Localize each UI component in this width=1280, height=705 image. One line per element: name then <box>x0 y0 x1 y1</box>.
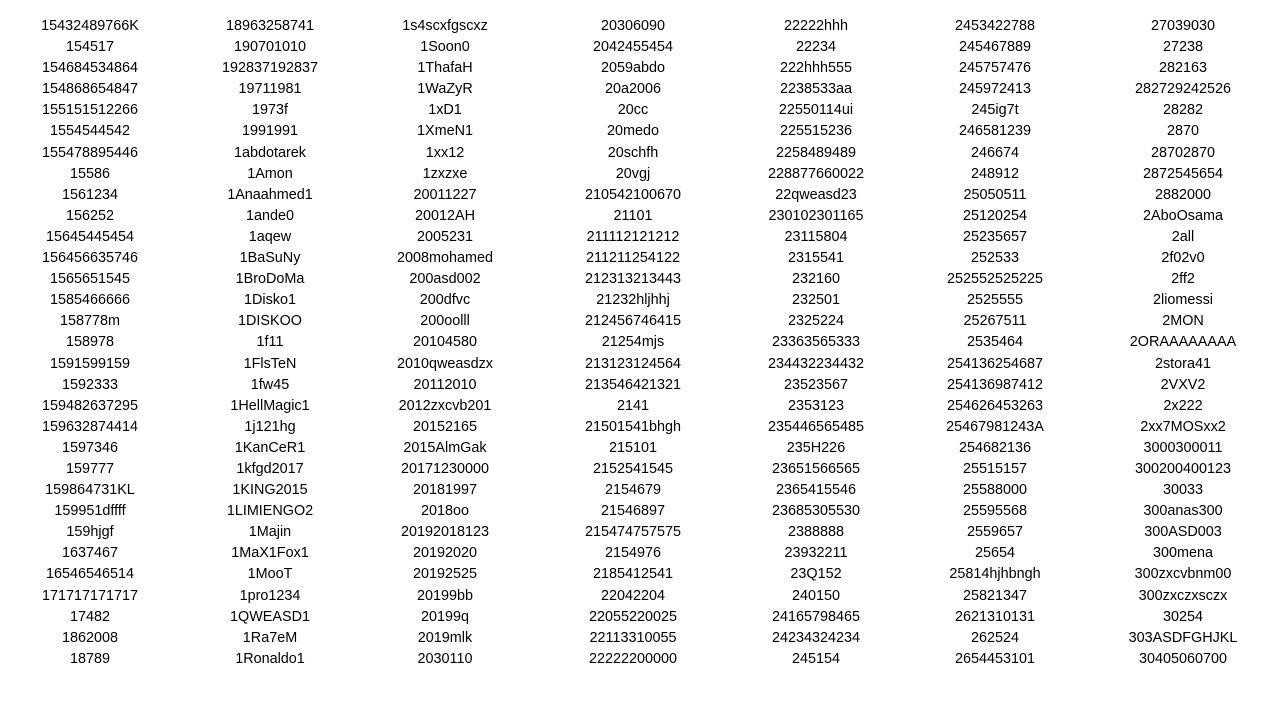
cell[interactable]: 262524 <box>970 629 1020 646</box>
cell[interactable]: 20306090 <box>600 18 666 34</box>
cell[interactable]: 235446565485 <box>767 418 865 435</box>
cell[interactable]: 22042204 <box>600 587 666 604</box>
cell[interactable]: 1591599159 <box>49 355 131 372</box>
cell[interactable]: 30254 <box>1162 608 1204 625</box>
cell[interactable]: 23685305530 <box>771 503 861 520</box>
cell[interactable]: 2008mohamed <box>396 250 493 267</box>
cell[interactable]: 2005231 <box>416 228 474 245</box>
cell[interactable]: 20schfh <box>607 144 659 161</box>
cell[interactable]: 2258489489 <box>775 144 857 161</box>
cell[interactable]: 15432489766K <box>41 18 139 34</box>
cell[interactable]: 15645445454 <box>45 228 135 245</box>
cell[interactable]: 200dfvc <box>419 292 471 309</box>
cell[interactable]: 240150 <box>791 587 841 604</box>
cell[interactable]: 1637467 <box>61 545 119 562</box>
cell[interactable]: 1LIMIENGO2 <box>226 503 314 520</box>
cell[interactable]: 25515157 <box>962 460 1028 477</box>
cell[interactable]: 192837192837 <box>221 60 319 77</box>
cell[interactable]: 1DISKOO <box>238 313 302 330</box>
cell[interactable]: 213546421321 <box>584 376 682 393</box>
cell[interactable]: 22qweasd23 <box>775 186 857 203</box>
cell[interactable]: 20medo <box>606 123 659 140</box>
cell[interactable]: 20112010 <box>413 376 477 393</box>
column-1 <box>0 16 180 670</box>
cell[interactable]: 155151512266 <box>41 102 139 119</box>
cell[interactable]: 2xx7MOSxx2 <box>1140 418 1226 435</box>
cell[interactable]: 171717171717 <box>41 587 139 604</box>
cell[interactable]: 1xx12 <box>425 144 465 161</box>
cell[interactable]: 20012AH <box>414 207 475 224</box>
cell[interactable]: 300ASD003 <box>1144 524 1222 541</box>
cell[interactable]: 248912 <box>970 165 1020 182</box>
cell[interactable]: 2030110 <box>417 650 473 667</box>
cell[interactable]: 2453422788 <box>954 18 1036 34</box>
cell[interactable]: 1zxzxe <box>422 165 468 182</box>
cell[interactable]: 2f02v0 <box>1161 250 1205 267</box>
cell[interactable]: 1991991 <box>241 123 299 140</box>
cell[interactable]: 2x222 <box>1163 397 1203 414</box>
cell[interactable]: 254136987412 <box>946 376 1044 393</box>
column-2 <box>180 16 360 670</box>
cell[interactable]: 159482637295 <box>41 397 139 414</box>
cell[interactable]: 24165798465 <box>771 608 861 625</box>
cell[interactable]: 2154679 <box>604 482 662 499</box>
cell[interactable]: 2019mlk <box>417 629 473 646</box>
cell[interactable]: 1Anaahmed1 <box>227 186 313 203</box>
cell[interactable]: 2059abdo <box>600 60 666 77</box>
cell[interactable]: 282729242526 <box>1134 81 1232 98</box>
cell[interactable]: 1Disko1 <box>244 292 296 309</box>
cell[interactable]: 18963258741 <box>225 18 315 34</box>
column-3 <box>355 16 535 670</box>
cell[interactable]: 15586 <box>69 165 111 182</box>
cell[interactable]: 1WaZyR <box>417 81 473 98</box>
cell[interactable]: 1FlsTeN <box>243 355 297 372</box>
cell[interactable]: 2365415546 <box>775 482 857 499</box>
cell[interactable]: 2liomessi <box>1153 292 1213 309</box>
cell[interactable]: 20cc <box>617 102 649 119</box>
cell[interactable]: 2388888 <box>787 524 845 541</box>
cell[interactable]: 245757476 <box>958 60 1032 77</box>
cell[interactable]: 1KanCeR1 <box>234 439 306 456</box>
cell[interactable]: 158778m <box>59 313 120 330</box>
cell[interactable]: 234432234432 <box>767 355 865 372</box>
cell[interactable]: 20192020 <box>412 545 478 562</box>
cell[interactable]: 1Ra7eM <box>242 629 298 646</box>
cell[interactable]: 2MON <box>1162 313 1204 330</box>
cell[interactable]: 215101 <box>608 439 658 456</box>
cell[interactable]: 21546897 <box>600 503 666 520</box>
cell[interactable]: 1KING2015 <box>232 482 308 499</box>
cell[interactable]: 2AboOsama <box>1143 207 1223 224</box>
cell[interactable]: 246674 <box>970 144 1020 161</box>
cell[interactable]: 18789 <box>69 650 111 667</box>
cell[interactable]: 303ASDFGHJKL <box>1128 629 1238 646</box>
cell[interactable]: 2141 <box>616 397 649 414</box>
cell[interactable]: 2015AlmGak <box>403 439 487 456</box>
cell[interactable]: 20181997 <box>412 482 478 499</box>
cell[interactable]: 252552525225 <box>946 271 1044 288</box>
cell[interactable]: 1BaSuNy <box>239 250 301 267</box>
cell[interactable]: 2872545654 <box>1142 165 1224 182</box>
cell[interactable]: 232501 <box>791 292 841 309</box>
cell[interactable]: 1QWEASD1 <box>230 608 310 625</box>
cell[interactable]: 155478895446 <box>41 144 139 161</box>
cell[interactable]: 210542100670 <box>584 186 682 203</box>
cell[interactable]: 2stora41 <box>1154 355 1211 372</box>
cell[interactable]: 25467981243A <box>946 418 1044 435</box>
cell[interactable]: 22222hhh <box>783 18 849 34</box>
cell[interactable]: 1kfgd2017 <box>236 460 304 477</box>
cell[interactable]: 2042455454 <box>592 39 674 56</box>
cell[interactable]: 158978 <box>65 334 115 351</box>
cell[interactable]: 200oolll <box>420 313 470 330</box>
cell[interactable]: 22222200000 <box>588 650 678 667</box>
cell[interactable]: 230102301165 <box>768 207 864 224</box>
cell[interactable]: 1973f <box>251 102 288 119</box>
cell[interactable]: 1fw45 <box>250 376 290 393</box>
cell[interactable]: 228877660022 <box>767 165 865 182</box>
cell[interactable]: 2ff2 <box>1171 271 1195 288</box>
cell[interactable]: 245154 <box>791 650 841 667</box>
cell[interactable]: 23115804 <box>784 228 848 245</box>
cell[interactable]: 2238533aa <box>779 81 853 98</box>
cell[interactable]: 159632874414 <box>41 418 139 435</box>
cell[interactable]: 20011227 <box>413 186 477 203</box>
cell[interactable]: 2012zxcvb201 <box>398 397 492 414</box>
cell[interactable]: 2ORAAAAAAAA <box>1129 334 1237 351</box>
cell[interactable]: 2185412541 <box>592 566 674 583</box>
cell[interactable]: 300anas300 <box>1143 503 1223 520</box>
cell[interactable]: 17482 <box>69 608 111 625</box>
cell[interactable]: 25050511 <box>963 186 1027 203</box>
cell[interactable]: 24234324234 <box>771 629 861 646</box>
cell[interactable]: 211211254122 <box>586 250 680 267</box>
cell[interactable]: 1XmeN1 <box>417 123 473 140</box>
cell[interactable]: 1s4scxfgscxz <box>402 18 488 34</box>
cell[interactable]: 1MooT <box>247 566 293 583</box>
cell[interactable]: 2535464 <box>966 334 1024 351</box>
cell[interactable]: 16546546514 <box>45 566 135 583</box>
cell[interactable]: 23932211 <box>784 545 848 562</box>
cell[interactable]: 1862008 <box>61 629 119 646</box>
cell[interactable]: 232160 <box>791 271 841 288</box>
cell[interactable]: 156456635746 <box>41 250 139 267</box>
cell[interactable]: 20152165 <box>412 418 478 435</box>
column-5 <box>726 16 906 670</box>
cell[interactable]: 28702870 <box>1150 144 1216 161</box>
cell[interactable]: 25235657 <box>962 228 1028 245</box>
cell[interactable]: 252533 <box>970 250 1020 267</box>
cell[interactable]: 245972413 <box>958 81 1032 98</box>
cell[interactable]: 27039030 <box>1150 18 1216 34</box>
column-4 <box>543 16 723 670</box>
cell[interactable]: 1Majin <box>248 524 292 541</box>
cell[interactable]: 1565651545 <box>49 271 131 288</box>
cell[interactable]: 1aqew <box>248 228 292 245</box>
cell[interactable]: 2654453101 <box>954 650 1036 667</box>
cell[interactable]: 22550114ui <box>778 102 854 119</box>
cell[interactable]: 1MaX1Fox1 <box>231 545 309 562</box>
cell[interactable]: 21254mjs <box>601 334 665 351</box>
column-6 <box>905 16 1085 670</box>
cell[interactable]: 2870 <box>1166 123 1199 140</box>
cell[interactable]: 159hjgf <box>66 524 114 541</box>
cell[interactable]: 154868654847 <box>41 81 139 98</box>
cell[interactable]: 254136254687 <box>946 355 1044 372</box>
cell[interactable]: 25588000 <box>962 482 1028 499</box>
cell[interactable]: 20a2006 <box>604 81 662 98</box>
cell[interactable]: 2154976 <box>604 545 662 562</box>
cell[interactable]: 20192525 <box>412 566 478 583</box>
cell[interactable]: 25814hjhbngh <box>949 566 1041 583</box>
cell[interactable]: 1Ronaldo1 <box>235 650 305 667</box>
cell[interactable]: 225515236 <box>779 123 853 140</box>
cell[interactable]: 212456746415 <box>584 313 682 330</box>
cell[interactable]: 22234 <box>795 39 837 56</box>
cell[interactable]: 28282 <box>1162 102 1204 119</box>
cell[interactable]: 1Amon <box>247 165 293 182</box>
cell[interactable]: 2315541 <box>787 250 845 267</box>
cell[interactable]: 1ThafaH <box>417 60 473 77</box>
cell[interactable]: 23363565333 <box>771 334 861 351</box>
cell[interactable]: 245ig7t <box>971 102 1019 119</box>
cell[interactable]: 1HellMagic1 <box>230 397 310 414</box>
cell[interactable]: 20vgj <box>615 165 651 182</box>
cell[interactable]: 190701010 <box>233 39 307 56</box>
cell[interactable]: 20171230000 <box>400 460 490 477</box>
cell[interactable]: 159777 <box>65 460 115 477</box>
cell[interactable]: 1561234 <box>61 186 119 203</box>
cell[interactable]: 20199bb <box>416 587 474 604</box>
cell[interactable]: 1ande0 <box>245 207 295 224</box>
cell[interactable]: 23Q152 <box>790 566 842 583</box>
cell[interactable]: 300200400123 <box>1134 460 1232 477</box>
cell[interactable]: 2525555 <box>966 292 1024 309</box>
cell[interactable]: 156252 <box>65 207 115 224</box>
cell[interactable]: 222hhh555 <box>779 60 853 77</box>
cell[interactable]: 200asd002 <box>409 271 481 288</box>
cell[interactable]: 21101 <box>613 207 653 224</box>
cell[interactable]: 25120254 <box>962 207 1028 224</box>
cell[interactable]: 2559657 <box>966 524 1024 541</box>
cell[interactable]: 25595568 <box>962 503 1028 520</box>
cell[interactable]: 25821347 <box>962 587 1028 604</box>
cell[interactable]: 245467889 <box>958 39 1032 56</box>
cell[interactable]: 2621310131 <box>954 608 1036 625</box>
cell[interactable]: 21232hljhhj <box>596 292 670 309</box>
cell[interactable]: 2325224 <box>787 313 845 330</box>
cell[interactable]: 2152541545 <box>592 460 674 477</box>
cell[interactable]: 3000300011 <box>1143 439 1223 456</box>
cell[interactable]: 235H226 <box>786 439 846 456</box>
cell[interactable]: 22113310055 <box>589 629 677 646</box>
cell[interactable]: 23651566565 <box>771 460 861 477</box>
cell[interactable]: 1Soon0 <box>420 39 470 56</box>
cell[interactable]: 25267511 <box>963 313 1027 330</box>
cell[interactable]: 1585466666 <box>49 292 131 309</box>
cell[interactable]: 282163 <box>1158 60 1208 77</box>
cell[interactable]: 20192018123 <box>400 524 490 541</box>
cell[interactable]: 2010qweasdzx <box>396 355 493 372</box>
cell[interactable]: 300zxcvbnm00 <box>1134 566 1232 583</box>
cell[interactable]: 1j121hg <box>244 418 296 435</box>
cell[interactable]: 1pro1234 <box>239 587 301 604</box>
cell[interactable]: 154517 <box>65 39 115 56</box>
cell[interactable]: 30405060700 <box>1138 650 1228 667</box>
cell[interactable]: 154684534864 <box>41 60 139 77</box>
cell[interactable]: 2018oo <box>420 503 470 520</box>
column-7 <box>1093 16 1273 670</box>
cell[interactable]: 212313213443 <box>584 271 682 288</box>
cell[interactable]: 254682136 <box>958 439 1032 456</box>
cell[interactable]: 2353123 <box>787 397 845 414</box>
cell[interactable]: 1597346 <box>61 439 119 456</box>
cell[interactable]: 300mena <box>1152 545 1213 562</box>
cell[interactable]: 1554544542 <box>49 123 131 140</box>
cell[interactable]: 1xD1 <box>428 102 462 119</box>
cell[interactable]: 1f11 <box>256 334 284 351</box>
cell[interactable]: 22055220025 <box>588 608 678 625</box>
cell[interactable]: 1abdotarek <box>233 144 306 161</box>
cell[interactable]: 213123124564 <box>584 355 682 372</box>
cell[interactable]: 2all <box>1171 228 1195 245</box>
cell[interactable]: 246581239 <box>958 123 1032 140</box>
cell[interactable]: 19711981 <box>238 81 302 98</box>
cell[interactable]: 254626453263 <box>946 397 1044 414</box>
cell[interactable]: 215474757575 <box>584 524 682 541</box>
cell[interactable]: 159951dffff <box>54 503 126 520</box>
cell[interactable]: 21501541bhgh <box>584 418 682 435</box>
cell[interactable]: 2882000 <box>1154 186 1212 203</box>
cell[interactable]: 300zxczxsczx <box>1138 587 1228 604</box>
cell[interactable]: 1BroDoMa <box>235 271 305 288</box>
cell[interactable]: 2VXV2 <box>1160 376 1206 393</box>
cell[interactable]: 1592333 <box>61 376 119 393</box>
cell[interactable]: 23523567 <box>783 376 849 393</box>
cell[interactable]: 27238 <box>1162 39 1204 56</box>
cell[interactable]: 30033 <box>1162 482 1204 499</box>
cell[interactable]: 25654 <box>974 545 1016 562</box>
cell[interactable]: 159864731KL <box>45 482 135 499</box>
cell[interactable]: 20199q <box>420 608 470 625</box>
cell[interactable]: 20104580 <box>412 334 478 351</box>
cell[interactable]: 211112121212 <box>586 228 680 245</box>
